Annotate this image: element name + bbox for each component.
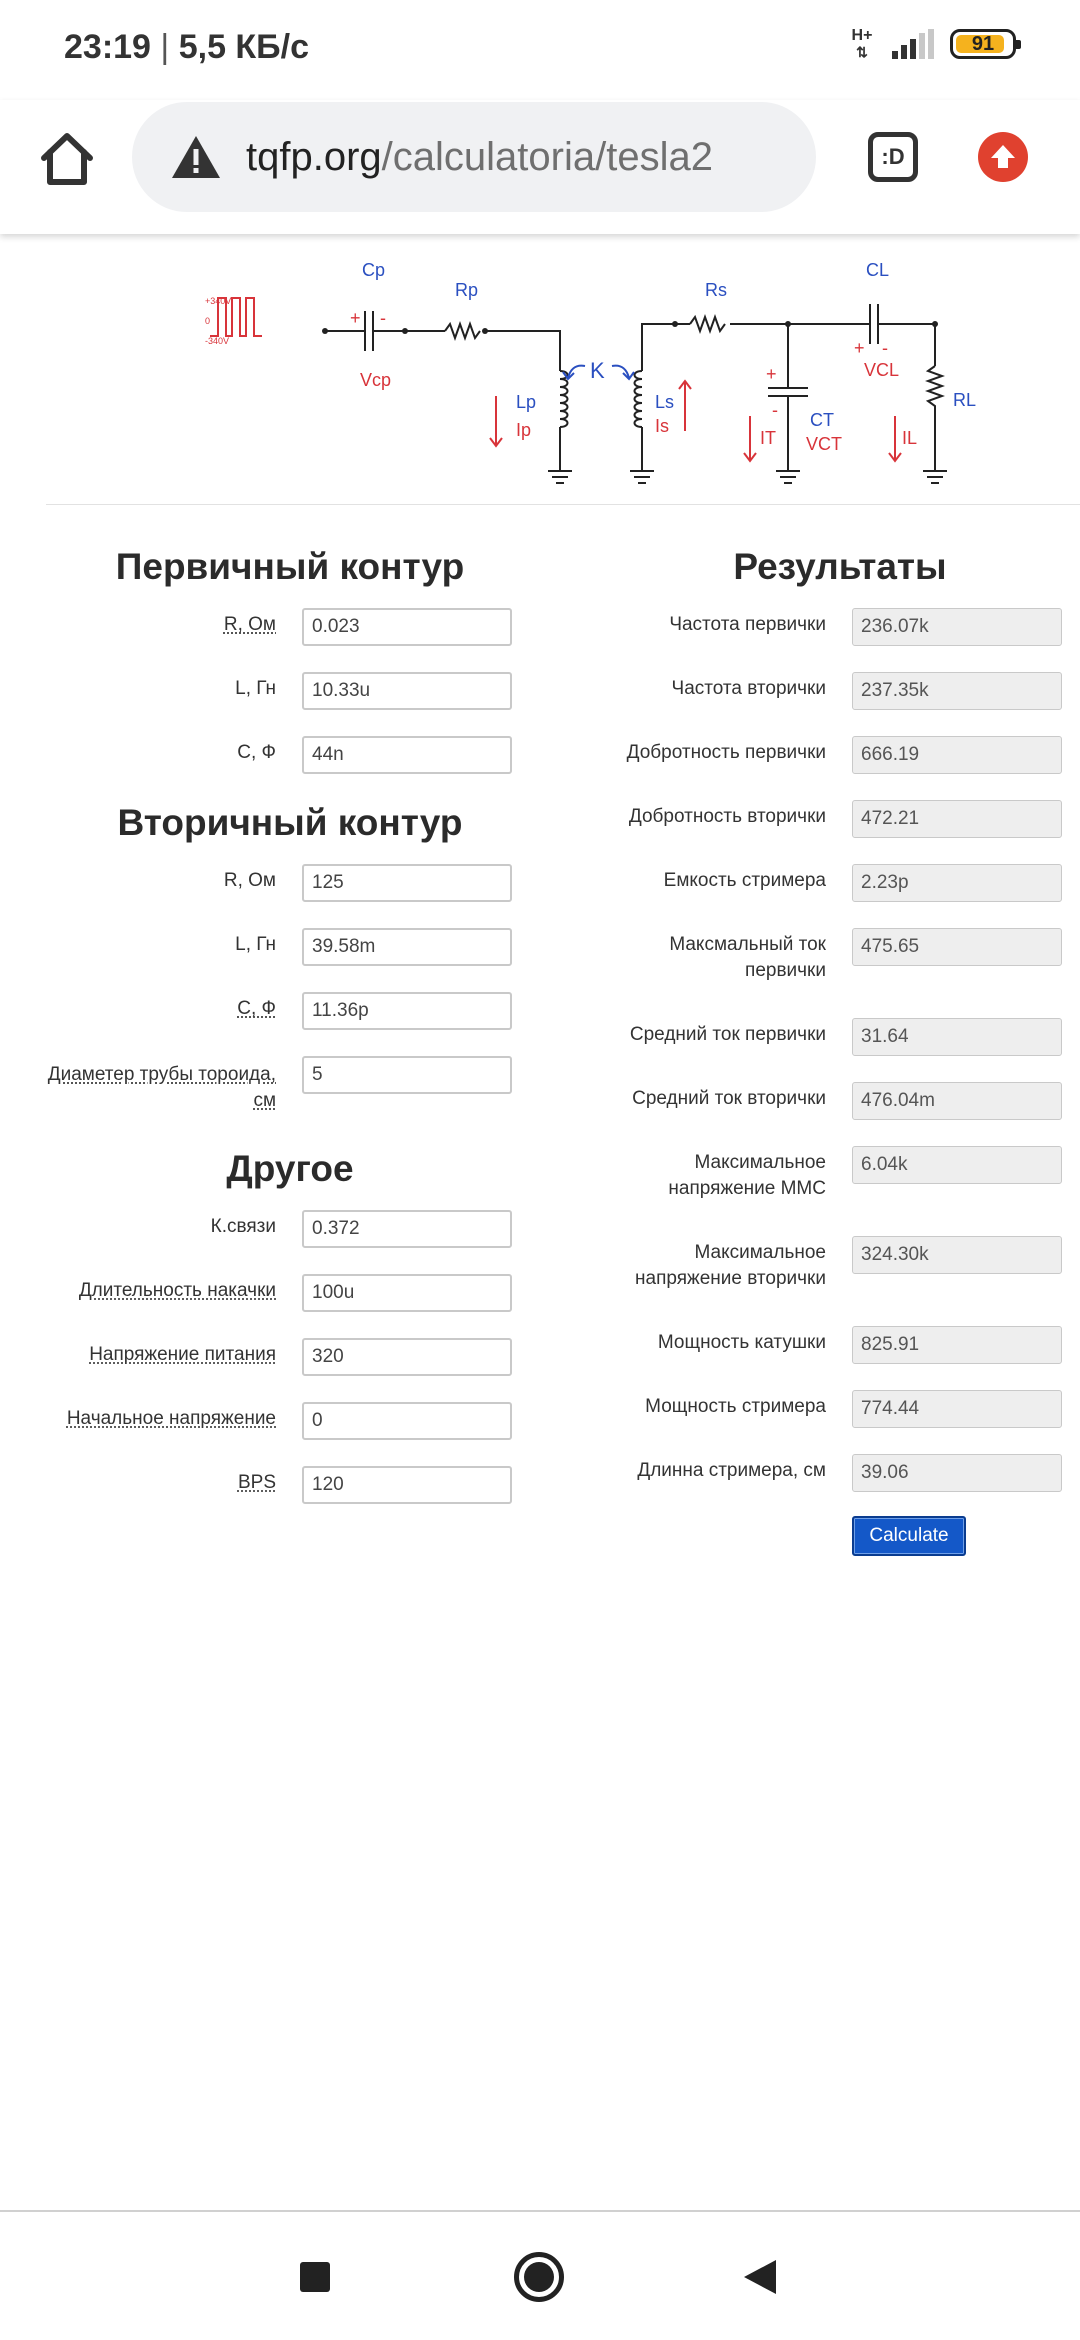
diagram-plus-cp: + — [350, 308, 361, 328]
status-separator: | — [160, 28, 170, 66]
toroid-diameter-label: Диаметер трубы тороида, см — [47, 1064, 276, 1111]
tesla-circuit-diagram — [180, 246, 977, 496]
result-value: 774.44 — [852, 1390, 1062, 1428]
result-label: Добротность первички — [626, 742, 826, 763]
status-time-speed — [64, 28, 309, 67]
result-value: 475.65 — [852, 928, 1062, 966]
results-title: Результаты — [733, 546, 947, 587]
coupling-input[interactable] — [302, 1210, 512, 1248]
browser-toolbar — [0, 100, 1080, 234]
secondary-c-label: C, Ф — [237, 998, 276, 1019]
calculate-button[interactable]: Calculate — [852, 1516, 966, 1556]
result-value: 825.91 — [852, 1326, 1062, 1364]
diagram-label-k: K — [590, 358, 605, 383]
result-label: Частота первички — [669, 614, 826, 635]
bps-label: BPS — [237, 1472, 276, 1493]
diagram-label-vplus: +340V — [205, 296, 232, 306]
diagram-label-cp: Cp — [362, 260, 386, 280]
result-value: 237.35k — [852, 672, 1062, 710]
battery-level: 91 — [971, 32, 995, 55]
result-label: Емкость стримера — [663, 870, 826, 891]
home-icon — [38, 130, 96, 188]
diagram-label-vcp: Vcp — [360, 370, 392, 390]
tabs-button[interactable] — [868, 132, 918, 182]
diagram-label-is: Is — [655, 416, 670, 436]
diagram-label-vct: VCT — [806, 434, 842, 454]
secondary-r-input[interactable] — [302, 864, 512, 902]
diagram-minus-cp: - — [380, 308, 386, 328]
status-time: 23:19 — [64, 28, 151, 66]
circle-icon[interactable] — [514, 2252, 564, 2302]
initial-voltage-input[interactable] — [302, 1402, 512, 1440]
signal-icon — [892, 29, 934, 59]
result-label: Максимальное напряжение ММС — [668, 1152, 826, 1199]
diagram-label-cl: CL — [866, 260, 890, 280]
supply-voltage-input[interactable] — [302, 1338, 512, 1376]
status-bar — [0, 0, 1080, 100]
result-label: Средний ток первички — [629, 1024, 826, 1045]
diagram-minus-cl: - — [882, 338, 888, 358]
update-button[interactable] — [978, 132, 1028, 182]
result-label: Длинна стримера, см — [637, 1460, 826, 1481]
secondary-l-input[interactable] — [302, 928, 512, 966]
diagram-label-il: IL — [902, 428, 918, 448]
diagram-label-vminus: -340V — [205, 336, 230, 346]
url-text[interactable] — [246, 135, 713, 180]
url-bar[interactable] — [132, 102, 816, 212]
status-indicators — [848, 28, 1016, 60]
initial-voltage-label: Начальное напряжение — [66, 1408, 276, 1429]
pump-duration-input[interactable] — [302, 1274, 512, 1312]
diagram-label-rp: Rp — [455, 280, 479, 300]
home-button[interactable] — [38, 130, 96, 188]
secondary-l-label: L, Гн — [235, 934, 276, 955]
arrow-up-icon — [988, 142, 1018, 172]
result-label: Мощность катушки — [657, 1332, 826, 1353]
result-label: Средний ток вторички — [632, 1088, 826, 1109]
tabs-icon: :D — [881, 144, 905, 169]
result-value: 476.04m — [852, 1082, 1062, 1120]
secondary-r-label: R, Ом — [223, 870, 276, 891]
url-path: /calculatoria/tesla2 — [381, 134, 713, 179]
status-speed: 5,5 КБ/с — [178, 28, 309, 66]
result-label: Частота вторички — [671, 678, 826, 699]
secondary-c-input[interactable] — [302, 992, 512, 1030]
url-host: tqfp.org — [246, 134, 382, 179]
result-value: 666.19 — [852, 736, 1062, 774]
diagram-label-lp: Lp — [516, 392, 537, 412]
diagram-label-ls: Ls — [655, 392, 675, 412]
result-label: Максмальный ток первички — [669, 934, 826, 981]
coupling-label: К.связи — [210, 1216, 276, 1237]
diagram-label-rl: RL — [953, 390, 977, 410]
secondary-title: Вторичный контур — [117, 802, 463, 843]
result-value: 6.04k — [852, 1146, 1062, 1184]
diagram-divider — [46, 504, 1080, 505]
result-value: 236.07k — [852, 608, 1062, 646]
bps-input[interactable] — [302, 1466, 512, 1504]
primary-l-label: L, Гн — [235, 678, 276, 699]
warning-triangle-icon[interactable] — [170, 134, 222, 180]
diagram-label-zero: 0 — [205, 316, 211, 326]
diagram-label-it: IT — [760, 428, 776, 448]
diagram-minus-ct: - — [772, 400, 778, 420]
primary-title: Первичный контур — [115, 546, 465, 587]
diagram-plus-cl: + — [854, 338, 865, 358]
system-nav-bar — [0, 2212, 1080, 2340]
diagram-label-ip: Ip — [516, 420, 532, 440]
diagram-plus-ct: + — [766, 364, 777, 384]
result-value: 472.21 — [852, 800, 1062, 838]
primary-c-label: C, Ф — [237, 742, 276, 763]
data-arrows-icon: ⇅ — [856, 44, 868, 60]
result-value: 324.30k — [852, 1236, 1062, 1274]
result-label: Мощность стримера — [645, 1396, 826, 1417]
diagram-label-rs: Rs — [705, 280, 727, 300]
network-type-label: H+ — [851, 27, 873, 44]
network-type — [848, 28, 876, 60]
diagram-label-vcl: VCL — [864, 360, 900, 380]
result-value: 39.06 — [852, 1454, 1062, 1492]
other-title: Другое — [226, 1148, 354, 1189]
primary-r-label: R, Ом — [223, 614, 276, 635]
pump-duration-label: Длительность накачки — [78, 1280, 276, 1301]
toroid-diameter-input[interactable] — [302, 1056, 512, 1094]
triangle-back-icon[interactable] — [744, 2260, 776, 2294]
square-icon[interactable] — [300, 2262, 330, 2292]
result-label: Добротность вторички — [628, 806, 826, 827]
result-label: Максимальное напряжение вторички — [635, 1242, 826, 1289]
primary-r-input[interactable] — [302, 608, 512, 646]
result-value: 2.23p — [852, 864, 1062, 902]
battery-icon — [950, 29, 1016, 59]
primary-c-input[interactable] — [302, 736, 512, 774]
page-content — [0, 234, 1080, 2210]
supply-voltage-label: Напряжение питания — [89, 1344, 276, 1365]
primary-l-input[interactable] — [302, 672, 512, 710]
diagram-label-ct: CT — [810, 410, 834, 430]
result-value: 31.64 — [852, 1018, 1062, 1056]
